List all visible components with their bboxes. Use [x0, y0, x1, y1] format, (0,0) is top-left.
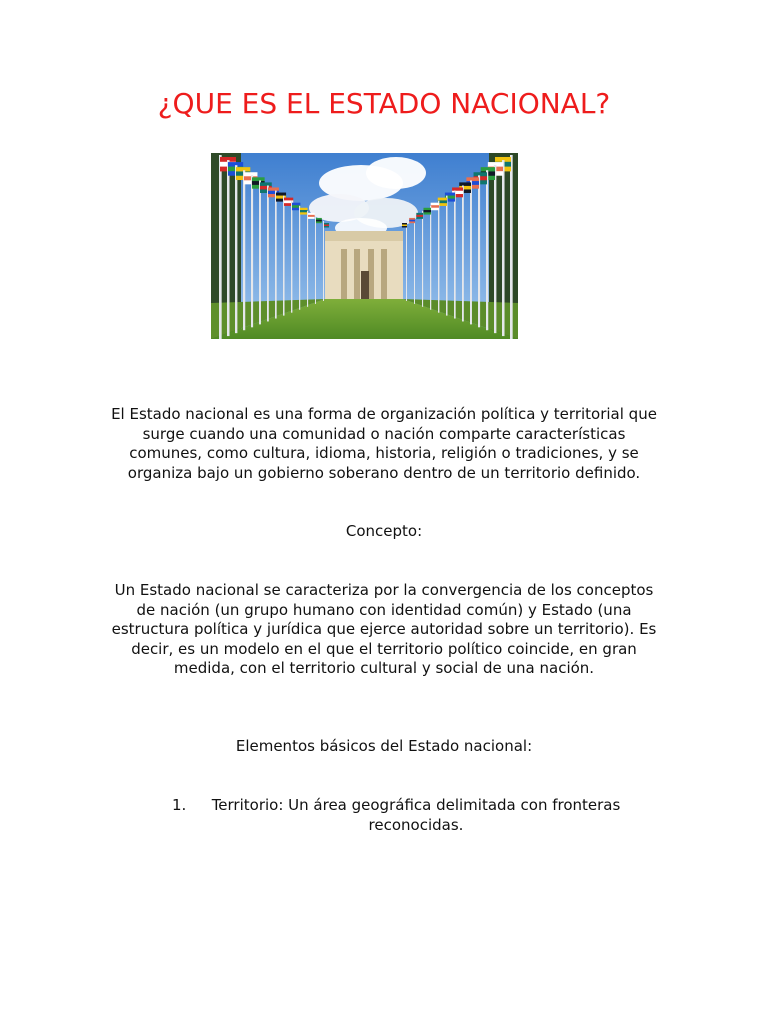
intro-paragraph: El Estado nacional es una forma de organización política y territorial que surge cuando una comunidad o nación comparte características comunes, como cultura, idioma, historia, religión o tradiciones, y se organiza bajo un gobierno soberano dentro de un territorio definido. [111, 405, 657, 482]
list-item-number: 1. [172, 796, 187, 814]
page-title: ¿QUE ES EL ESTADO NACIONAL? [157, 87, 611, 120]
concept-paragraph: Un Estado nacional se caracteriza por la convergencia de los conceptos de nación (un grupo humano con identidad común) y Estado (una estructura política y jurídica que ejerce autoridad sobre un territorio). Es decir, es un modelo en el que el territorio político coincide, en gran medida, con el territorio cultural y social de una nación. [111, 581, 657, 678]
elements-heading: Elementos básicos del Estado nacional: [235, 737, 533, 755]
list-item [165, 796, 635, 835]
elements-list [165, 796, 635, 835]
concept-heading: Concepto: [345, 522, 423, 540]
list-item-text: Territorio: Un área geográfica delimitada con fronteras reconocidas. [211, 796, 621, 834]
flags-photo [211, 153, 518, 339]
